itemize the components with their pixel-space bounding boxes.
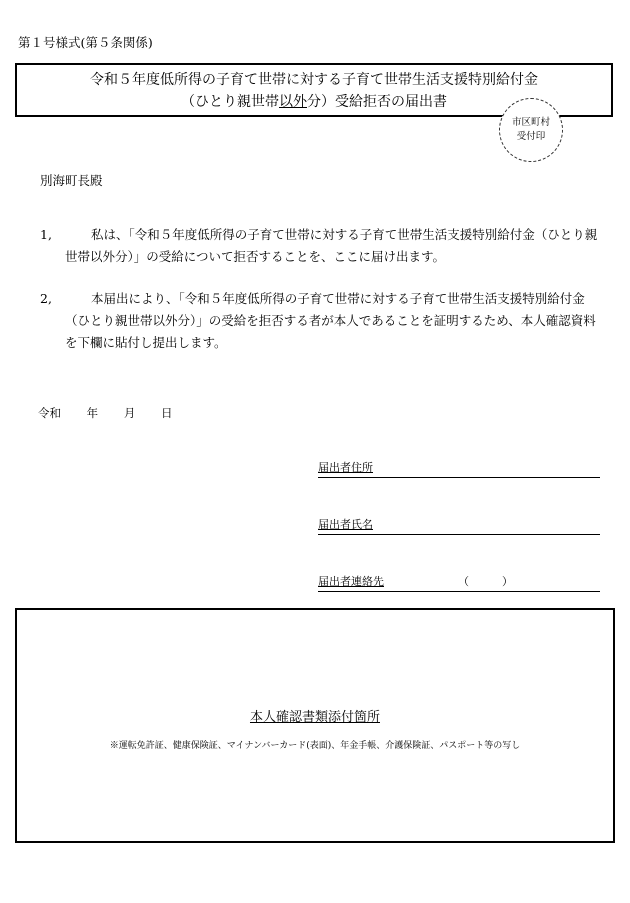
addressee: 別海町長殿 — [40, 173, 103, 188]
item-1-number: 1, — [40, 227, 52, 242]
item-1-text: 私は、「令和５年度低所得の子育て世帯に対する子育て世帯生活支援特別給付金（ひとり親世帯以外分）」の受給について拒否することを、ここに届け出ます。 — [65, 227, 598, 264]
date-month: 月 — [123, 406, 136, 420]
reception-stamp-circle — [499, 98, 563, 162]
date-day: 日 — [160, 406, 173, 420]
date-era: 令和 — [38, 406, 61, 420]
declaration-item-2 — [40, 288, 600, 354]
contact-label: 届出者連絡先 — [318, 575, 384, 588]
name-label: 届出者氏名 — [318, 518, 373, 531]
form-number: 第１号様式(第５条関係) — [18, 35, 153, 50]
address-label: 届出者住所 — [318, 461, 373, 474]
title-line-2-before: （ひとり親世帯 — [181, 94, 279, 110]
declaration-item-1 — [40, 224, 600, 268]
contact-parentheses: （ ） — [458, 575, 513, 588]
title-line-2-after: 分）受給拒否の届出書 — [307, 94, 447, 110]
address-field[interactable] — [318, 459, 600, 478]
item-2-number: 2, — [40, 291, 52, 306]
item-2-text: 本届出により、「令和５年度低所得の子育て世帯に対する子育て世帯生活支援特別給付金（ひとり親世帯以外分）」の受給を拒否する者が本人であることを証明するため、本人確認資料を下欄に貼付し提出します。 — [65, 291, 596, 350]
date-line — [38, 405, 194, 421]
date-year: 年 — [86, 406, 99, 420]
stamp-line-1: 市区町村 — [511, 117, 550, 128]
stamp-line-2: 受付印 — [516, 131, 546, 142]
title-line-1: 令和５年度低所得の子育て世帯に対する子育て世帯生活支援特別給付金 — [90, 72, 538, 88]
attachment-title: 本人確認書類添付箇所 — [249, 710, 380, 725]
title-line-2-underlined: 以外 — [279, 94, 307, 110]
id-document-attachment-area — [15, 608, 615, 843]
contact-field[interactable] — [318, 573, 600, 592]
attachment-note: ※運転免許証、健康保険証、マイナンバーカード(表面)、年金手帳、介護保険証、パスポート等の写し — [109, 741, 521, 751]
name-field[interactable] — [318, 516, 600, 535]
